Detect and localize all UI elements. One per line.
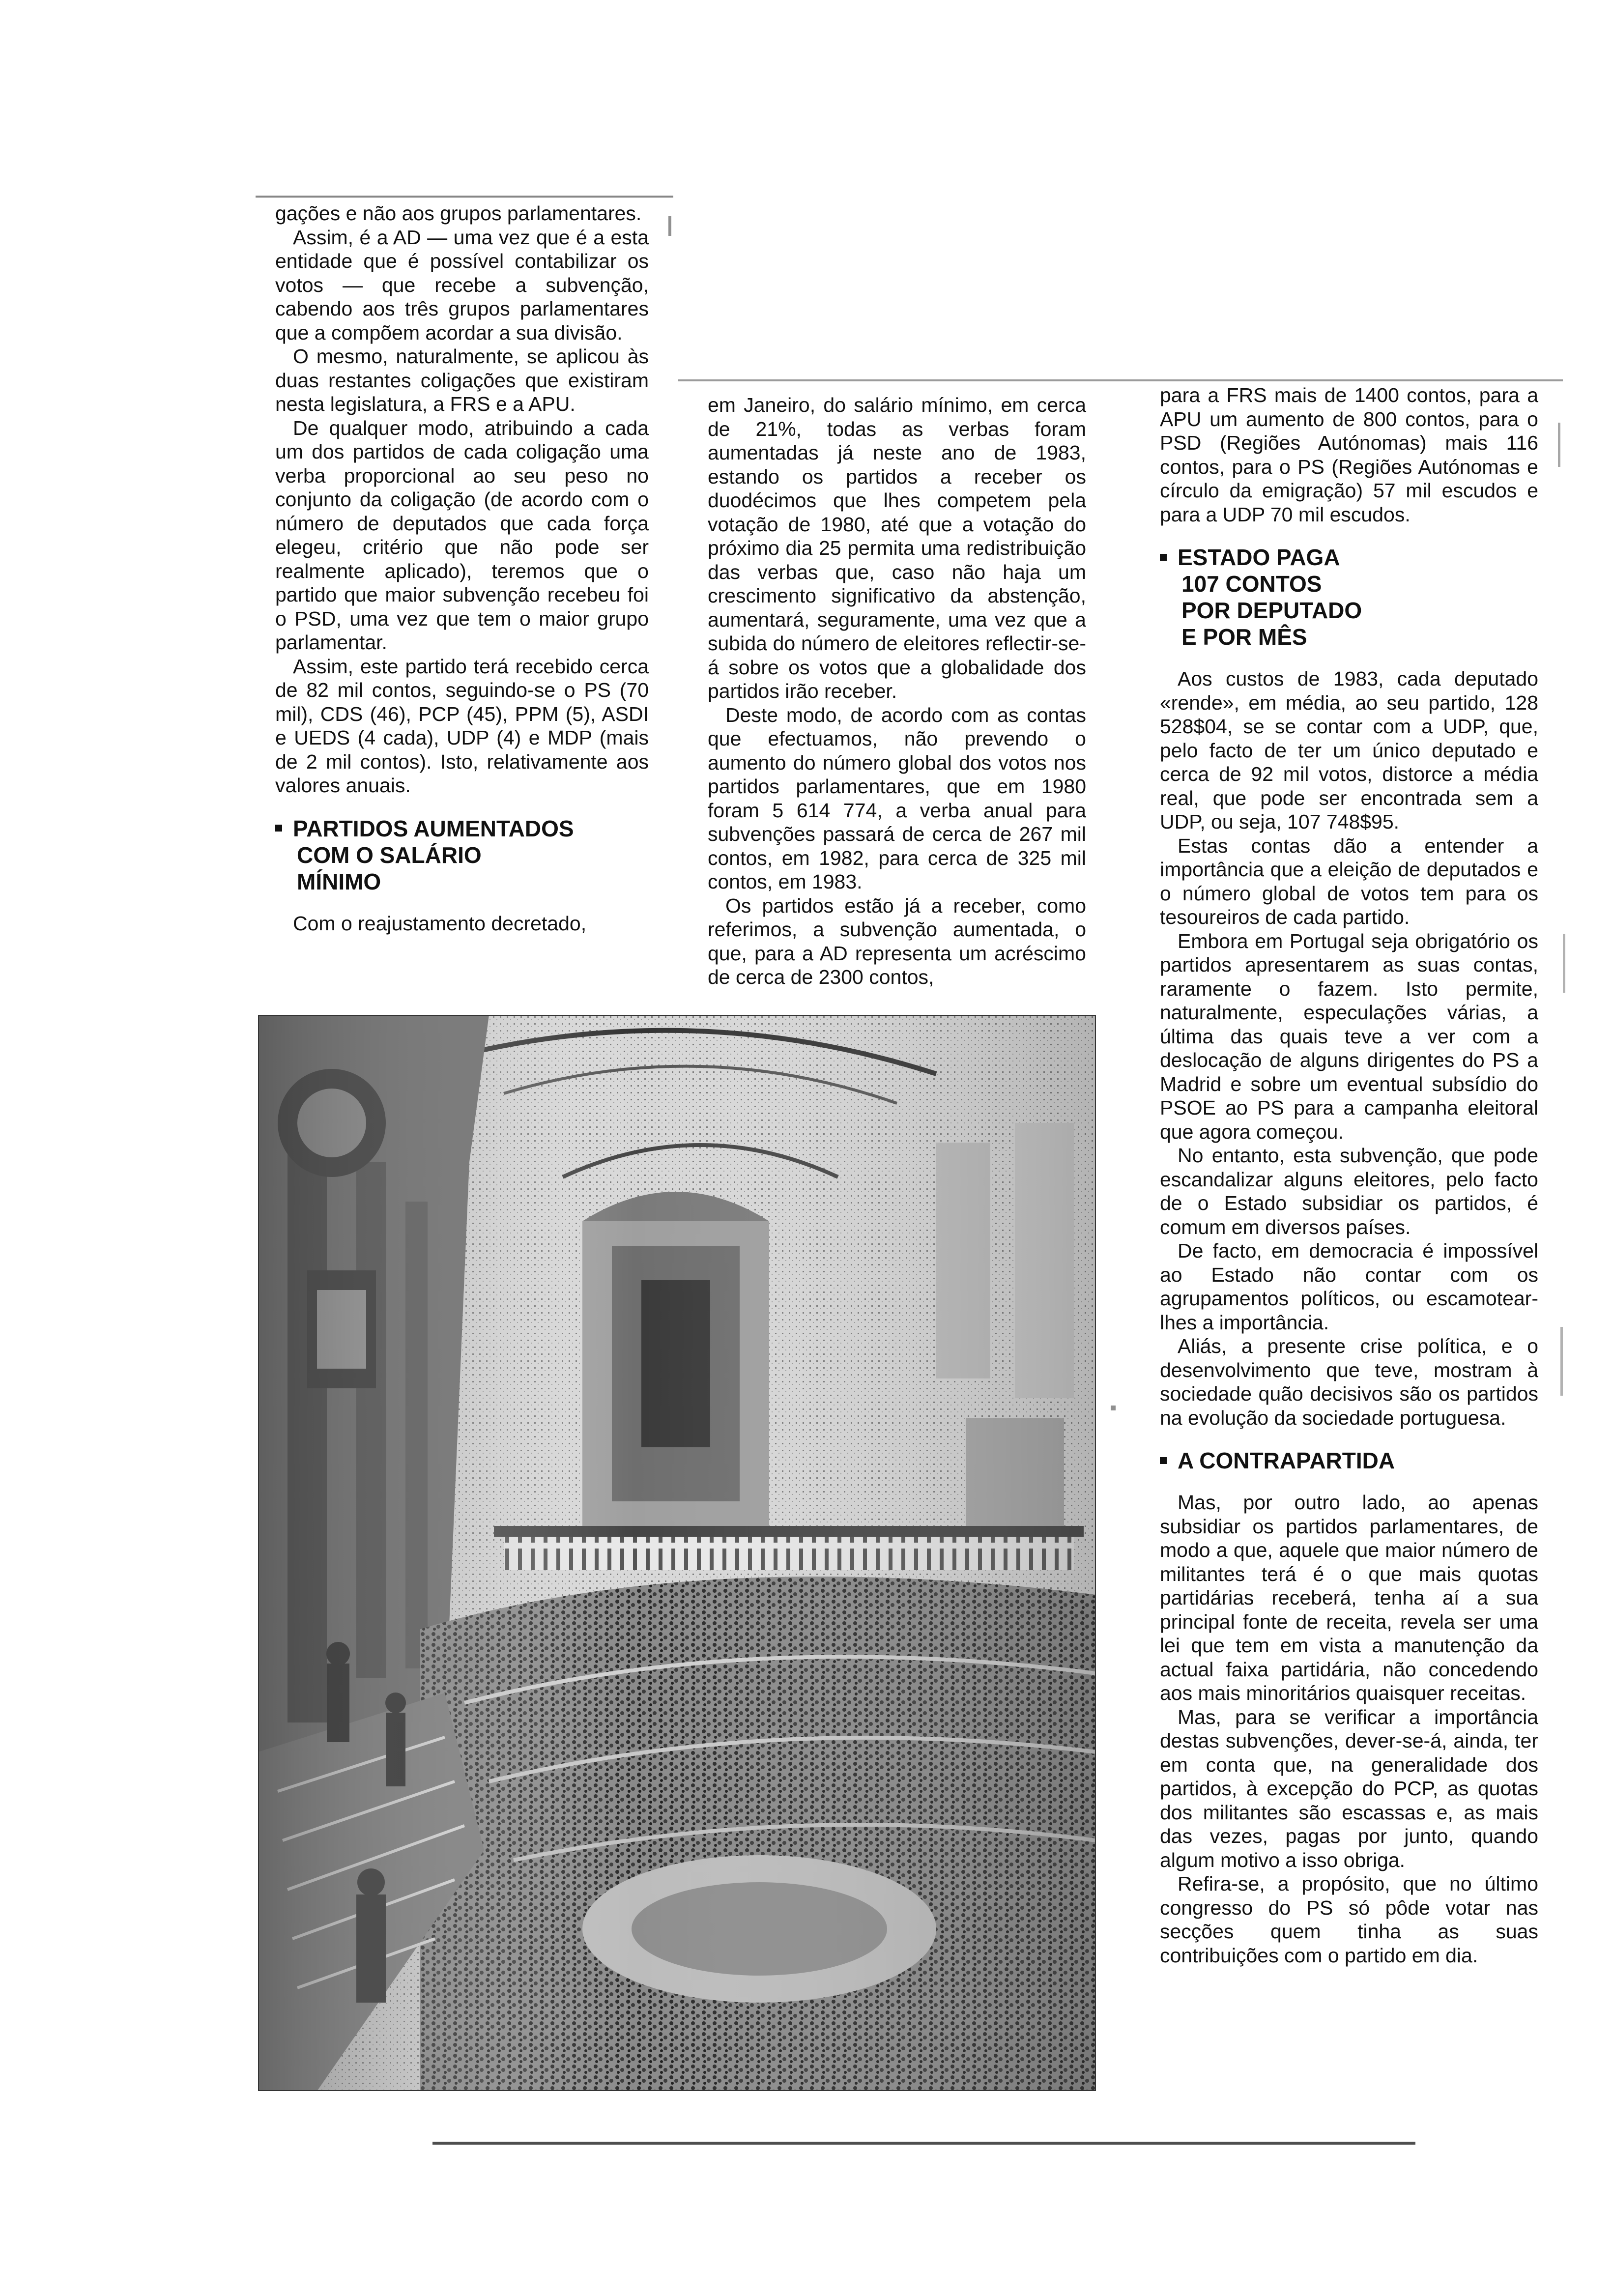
col3-paragraph: Mas, por outro lado, ao apenas subsidiar os partidos parlamentares, de modo a que, aquele que maior número de militantes terá é o que mais quotas partidárias receberá, tenha aí a sua principal fonte de receita, revela ser uma lei que tem em vista a manutenção da actual faixa partidária, não concedendo aos mais minoritários quaisquer receitas. bbox=[1160, 1491, 1538, 1704]
bullet-square-icon bbox=[1160, 554, 1167, 561]
scan-speck bbox=[1111, 1406, 1116, 1410]
col3-paragraph: Aos custos de 1983, cada deputado «rende», em média, ao seu partido, 128 528$04, se se contar com a UDP, que, pelo facto de ter um único deputado e cerca de 92 mil votos, distorce a média real, que pode ser encontrada sem a UDP, ou seja, 107 748$95. bbox=[1160, 667, 1538, 833]
col1-paragraph: Assim, é a AD — uma vez que é a esta entidade que é possível contabilizar os votos — que recebe a subvenção, cabendo aos três grupos parlamentares que a compõem acordar a sua divisão. bbox=[275, 226, 649, 344]
col1-paragraph: Assim, este partido terá recebido cerca de 82 mil contos, seguindo-se o PS (70 mil), CDS (46), PCP (45), PPM (5), ASDI e UEDS (4 cada), UDP (4) e MDP (mais de 2 mil contos). Isto, relativamente aos valores anuais. bbox=[275, 655, 649, 797]
col2-paragraph: Deste modo, de acordo com as contas que efectuamos, não prevendo o aumento do número global dos votos nos partidos parlamentares, que em 1980 foram 5 614 774, a verba anual para subvenções passará de cerca de 267 mil contos, em 1982, para cerca de 325 mil contos, em 1983. bbox=[708, 703, 1086, 893]
col3-paragraph: No entanto, esta subvenção, que pode escandalizar alguns eleitores, pelo facto de o Estado subsidiar os partidos, é comum em diversos países. bbox=[1160, 1144, 1538, 1238]
article-column-1 bbox=[275, 201, 649, 935]
col2-paragraph: em Janeiro, do salário mínimo, em cerca de 21%, todas as verbas foram aumentadas já neste ano de 1983, estando os partidos a receber os duodécimos que lhes competem pela votação de 1980, até que a votação do próximo dia 25 permita uma redistribuição das verbas que, caso não haja um crescimento significativo da abstenção, aumentará, seguramente, uma vez que a subida do número de eleitores reflectir-se-á sobre os votos que a globalidade dos partidos irão receber. bbox=[708, 394, 1086, 702]
col1-paragraph: Com o reajustamento decretado, bbox=[293, 912, 587, 935]
parliament-chamber-photo bbox=[258, 1015, 1096, 2091]
col3-paragraph: Mas, para se verificar a importância destas subvenções, dever-se-á, ainda, ter em conta que, na generalidade dos partidos, à excepção do PCP, as quotas dos militantes são escassas e, as mais das vezes, pagas por junto, quando algum motivo a isso obriga. bbox=[1160, 1705, 1538, 1871]
scan-speck bbox=[1563, 934, 1565, 993]
subhead-estado-paga: ESTADO PAGA 107 CONTOS POR DEPUTADO E POR MÊS bbox=[1160, 544, 1538, 650]
scan-speck bbox=[1560, 1327, 1563, 1396]
scan-speck bbox=[1558, 423, 1560, 467]
col3-paragraph: Aliás, a presente crise política, e o desenvolvimento que teve, mostram à sociedade quão decisivos são os partidos na evolução da sociedade portuguesa. bbox=[1160, 1335, 1538, 1429]
col1-paragraph: O mesmo, naturalmente, se aplicou às duas restantes coligações que existiram nesta legislatura, a FRS e a APU. bbox=[275, 345, 649, 415]
scan-speck bbox=[668, 216, 671, 236]
bottom-rule bbox=[432, 2142, 1415, 2145]
bullet-square-icon bbox=[275, 825, 282, 832]
col1-paragraph: gações e não aos grupos parlamentares. bbox=[275, 202, 642, 225]
col1-paragraph: De qualquer modo, atribuindo a cada um dos partidos de cada coligação uma verba proporcional ao seu peso no conjunto da coligação (de acordo com o número de deputados que cada força elegeu, critério que não pode ser realmente aplicado), teremos que o partido que maior subvenção recebeu foi o PSD, uma vez que tem o maior grupo parlamentar. bbox=[275, 416, 649, 654]
col3-paragraph: De facto, em democracia é impossível ao Estado não contar com os agrupamentos políticos, ou escamotear-lhes a importância. bbox=[1160, 1239, 1538, 1334]
col3-paragraph: Refira-se, a propósito, que no último congresso do PS só pôde votar nas secções quem tinha as suas contribuições com o partido em dia. bbox=[1160, 1872, 1538, 1967]
col3-paragraph: para a FRS mais de 1400 contos, para a APU um aumento de 800 contos, para o PSD (Regiões Autónomas) mais 116 contos, para o PS (Regiões Autónomas e círculo da emigração) 57 mil escudos e para a UDP 70 mil escudos. bbox=[1160, 384, 1538, 526]
top-rule-left bbox=[256, 196, 673, 198]
article-column-2 bbox=[708, 393, 1086, 989]
subhead-contrapartida: A CONTRAPARTIDA bbox=[1160, 1447, 1538, 1474]
top-rule-right bbox=[678, 379, 1563, 381]
col3-paragraph: Embora em Portugal seja obrigatório os partidos apresentarem as suas contas, raramente o fazem. Isto permite, naturalmente, especulações várias, a última das quais teve a ver com a deslocação de alguns dirigentes do PS a Madrid e sobre um eventual subsídio do PSOE ao PS para a campanha eleitoral que agora começou. bbox=[1160, 929, 1538, 1143]
article-column-3 bbox=[1160, 383, 1538, 1967]
col2-paragraph: Os partidos estão já a receber, como referimos, a subvenção aumentada, o que, para a AD representa um acréscimo de cerca de 2300 contos, bbox=[708, 894, 1086, 988]
bullet-square-icon bbox=[1160, 1457, 1167, 1464]
subhead-partidos-aumentados: PARTIDOS AUMENTADOS COM O SALÁRIO MÍNIMO bbox=[275, 815, 649, 895]
col3-paragraph: Estas contas dão a entender a importância que a eleição de deputados e o número global de votos tem para os tesoureiros de cada partido. bbox=[1160, 834, 1538, 928]
